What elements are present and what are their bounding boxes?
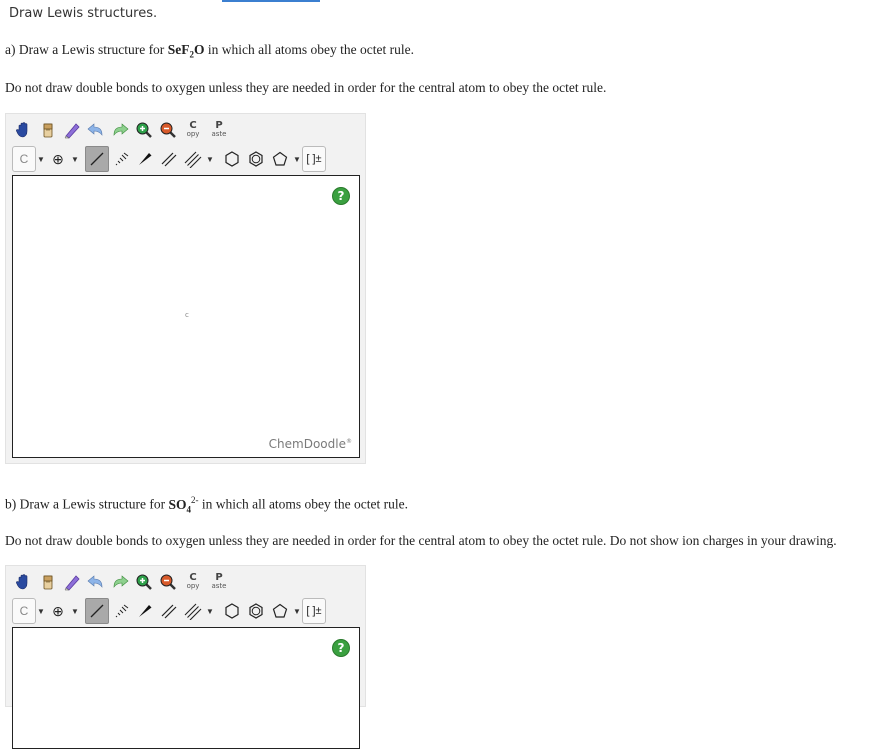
- paste-icon[interactable]: [206, 117, 232, 143]
- bracket-label: [ ]±: [306, 153, 322, 165]
- zoom-in-icon[interactable]: [132, 117, 156, 143]
- ring-dropdown-icon[interactable]: ▼: [293, 606, 301, 616]
- bracket-charge-button[interactable]: [302, 146, 326, 172]
- copy-icon[interactable]: [180, 569, 206, 595]
- zoom-out-icon[interactable]: [156, 569, 180, 595]
- double-bond-icon[interactable]: [157, 146, 181, 172]
- copy-icon[interactable]: [180, 117, 206, 143]
- bracket-label: [ ]±: [306, 605, 322, 617]
- help-icon[interactable]: ?: [332, 187, 350, 205]
- element-dropdown-icon[interactable]: ▼: [37, 154, 45, 164]
- paste-label-small: aste: [211, 582, 227, 590]
- wedge-bond-icon[interactable]: [133, 598, 157, 624]
- toolbar-row-top: [12, 117, 232, 143]
- page-title: Draw Lewis structures.: [9, 6, 158, 21]
- hand-icon[interactable]: [12, 117, 36, 143]
- charge-button[interactable]: [46, 146, 70, 172]
- lasso-icon[interactable]: [60, 117, 84, 143]
- toolbar-row-bottom: [12, 598, 326, 624]
- zoom-out-icon[interactable]: [156, 117, 180, 143]
- copy-label-small: opy: [186, 582, 200, 590]
- question-b-instruction: Do not draw double bonds to oxygen unless they are needed in order for the central atom to obey the octet rule. Do not show ion charges in your drawing.: [5, 533, 837, 548]
- hash-bond-icon[interactable]: [109, 146, 133, 172]
- charge-dropdown-icon[interactable]: ▼: [71, 606, 79, 616]
- help-icon[interactable]: ?: [332, 639, 350, 657]
- bracket-charge-button[interactable]: [302, 598, 326, 624]
- triple-bond-icon[interactable]: [181, 146, 205, 172]
- eraser-icon[interactable]: [36, 117, 60, 143]
- atom-label: c: [185, 311, 189, 319]
- element-label: C: [19, 604, 29, 618]
- toolbar-row-top: [12, 569, 232, 595]
- drawing-canvas-b[interactable]: [12, 627, 360, 749]
- chemdoodle-sketcher-b: [5, 565, 366, 707]
- hand-icon[interactable]: [12, 569, 36, 595]
- undo-icon[interactable]: [84, 117, 108, 143]
- eraser-icon[interactable]: [36, 569, 60, 595]
- element-dropdown-icon[interactable]: ▼: [37, 606, 45, 616]
- question-b-prompt: b) Draw a Lewis structure for $SO_4^{2-}$ in which all atoms obey the octet rule.: [5, 495, 409, 515]
- redo-icon[interactable]: [108, 569, 132, 595]
- charge-label: ⊕: [52, 602, 64, 619]
- top-progress-bar: [222, 0, 320, 2]
- wedge-bond-icon[interactable]: [133, 146, 157, 172]
- element-label: C: [19, 152, 29, 166]
- benzene-icon[interactable]: [244, 146, 268, 172]
- copy-label-small: opy: [186, 130, 200, 138]
- element-selector-button[interactable]: [12, 146, 36, 172]
- single-bond-icon[interactable]: [85, 598, 109, 624]
- paste-label-big: P: [215, 572, 223, 583]
- cyclohexane-icon[interactable]: [220, 146, 244, 172]
- zoom-in-icon[interactable]: [132, 569, 156, 595]
- bond-dropdown-icon[interactable]: ▼: [206, 154, 214, 164]
- chemdoodle-logo: ChemDoodle®: [268, 437, 352, 451]
- charge-dropdown-icon[interactable]: ▼: [71, 154, 79, 164]
- cyclopentane-icon[interactable]: [268, 146, 292, 172]
- redo-icon[interactable]: [108, 117, 132, 143]
- cyclohexane-icon[interactable]: [220, 598, 244, 624]
- question-a-instruction: Do not draw double bonds to oxygen unless they are needed in order for the central atom to obey the octet rule.: [5, 80, 607, 95]
- hash-bond-icon[interactable]: [109, 598, 133, 624]
- drawing-canvas-a[interactable]: [12, 175, 360, 458]
- paste-label-small: aste: [211, 130, 227, 138]
- toolbar-row-bottom: [12, 146, 326, 172]
- paste-label-big: P: [215, 120, 223, 131]
- bond-dropdown-icon[interactable]: ▼: [206, 606, 214, 616]
- question-a-prompt: a) Draw a Lewis structure for SeF$_2$O in which all atoms obey the octet rule.: [5, 42, 415, 60]
- paste-icon[interactable]: [206, 569, 232, 595]
- double-bond-icon[interactable]: [157, 598, 181, 624]
- charge-button[interactable]: [46, 598, 70, 624]
- copy-label-big: C: [189, 120, 197, 131]
- undo-icon[interactable]: [84, 569, 108, 595]
- lasso-icon[interactable]: [60, 569, 84, 595]
- chemdoodle-sketcher-a: [5, 113, 366, 464]
- charge-label: ⊕: [52, 150, 64, 167]
- triple-bond-icon[interactable]: [181, 598, 205, 624]
- ring-dropdown-icon[interactable]: ▼: [293, 154, 301, 164]
- benzene-icon[interactable]: [244, 598, 268, 624]
- single-bond-icon[interactable]: [85, 146, 109, 172]
- copy-label-big: C: [189, 572, 197, 583]
- cyclopentane-icon[interactable]: [268, 598, 292, 624]
- element-selector-button[interactable]: [12, 598, 36, 624]
